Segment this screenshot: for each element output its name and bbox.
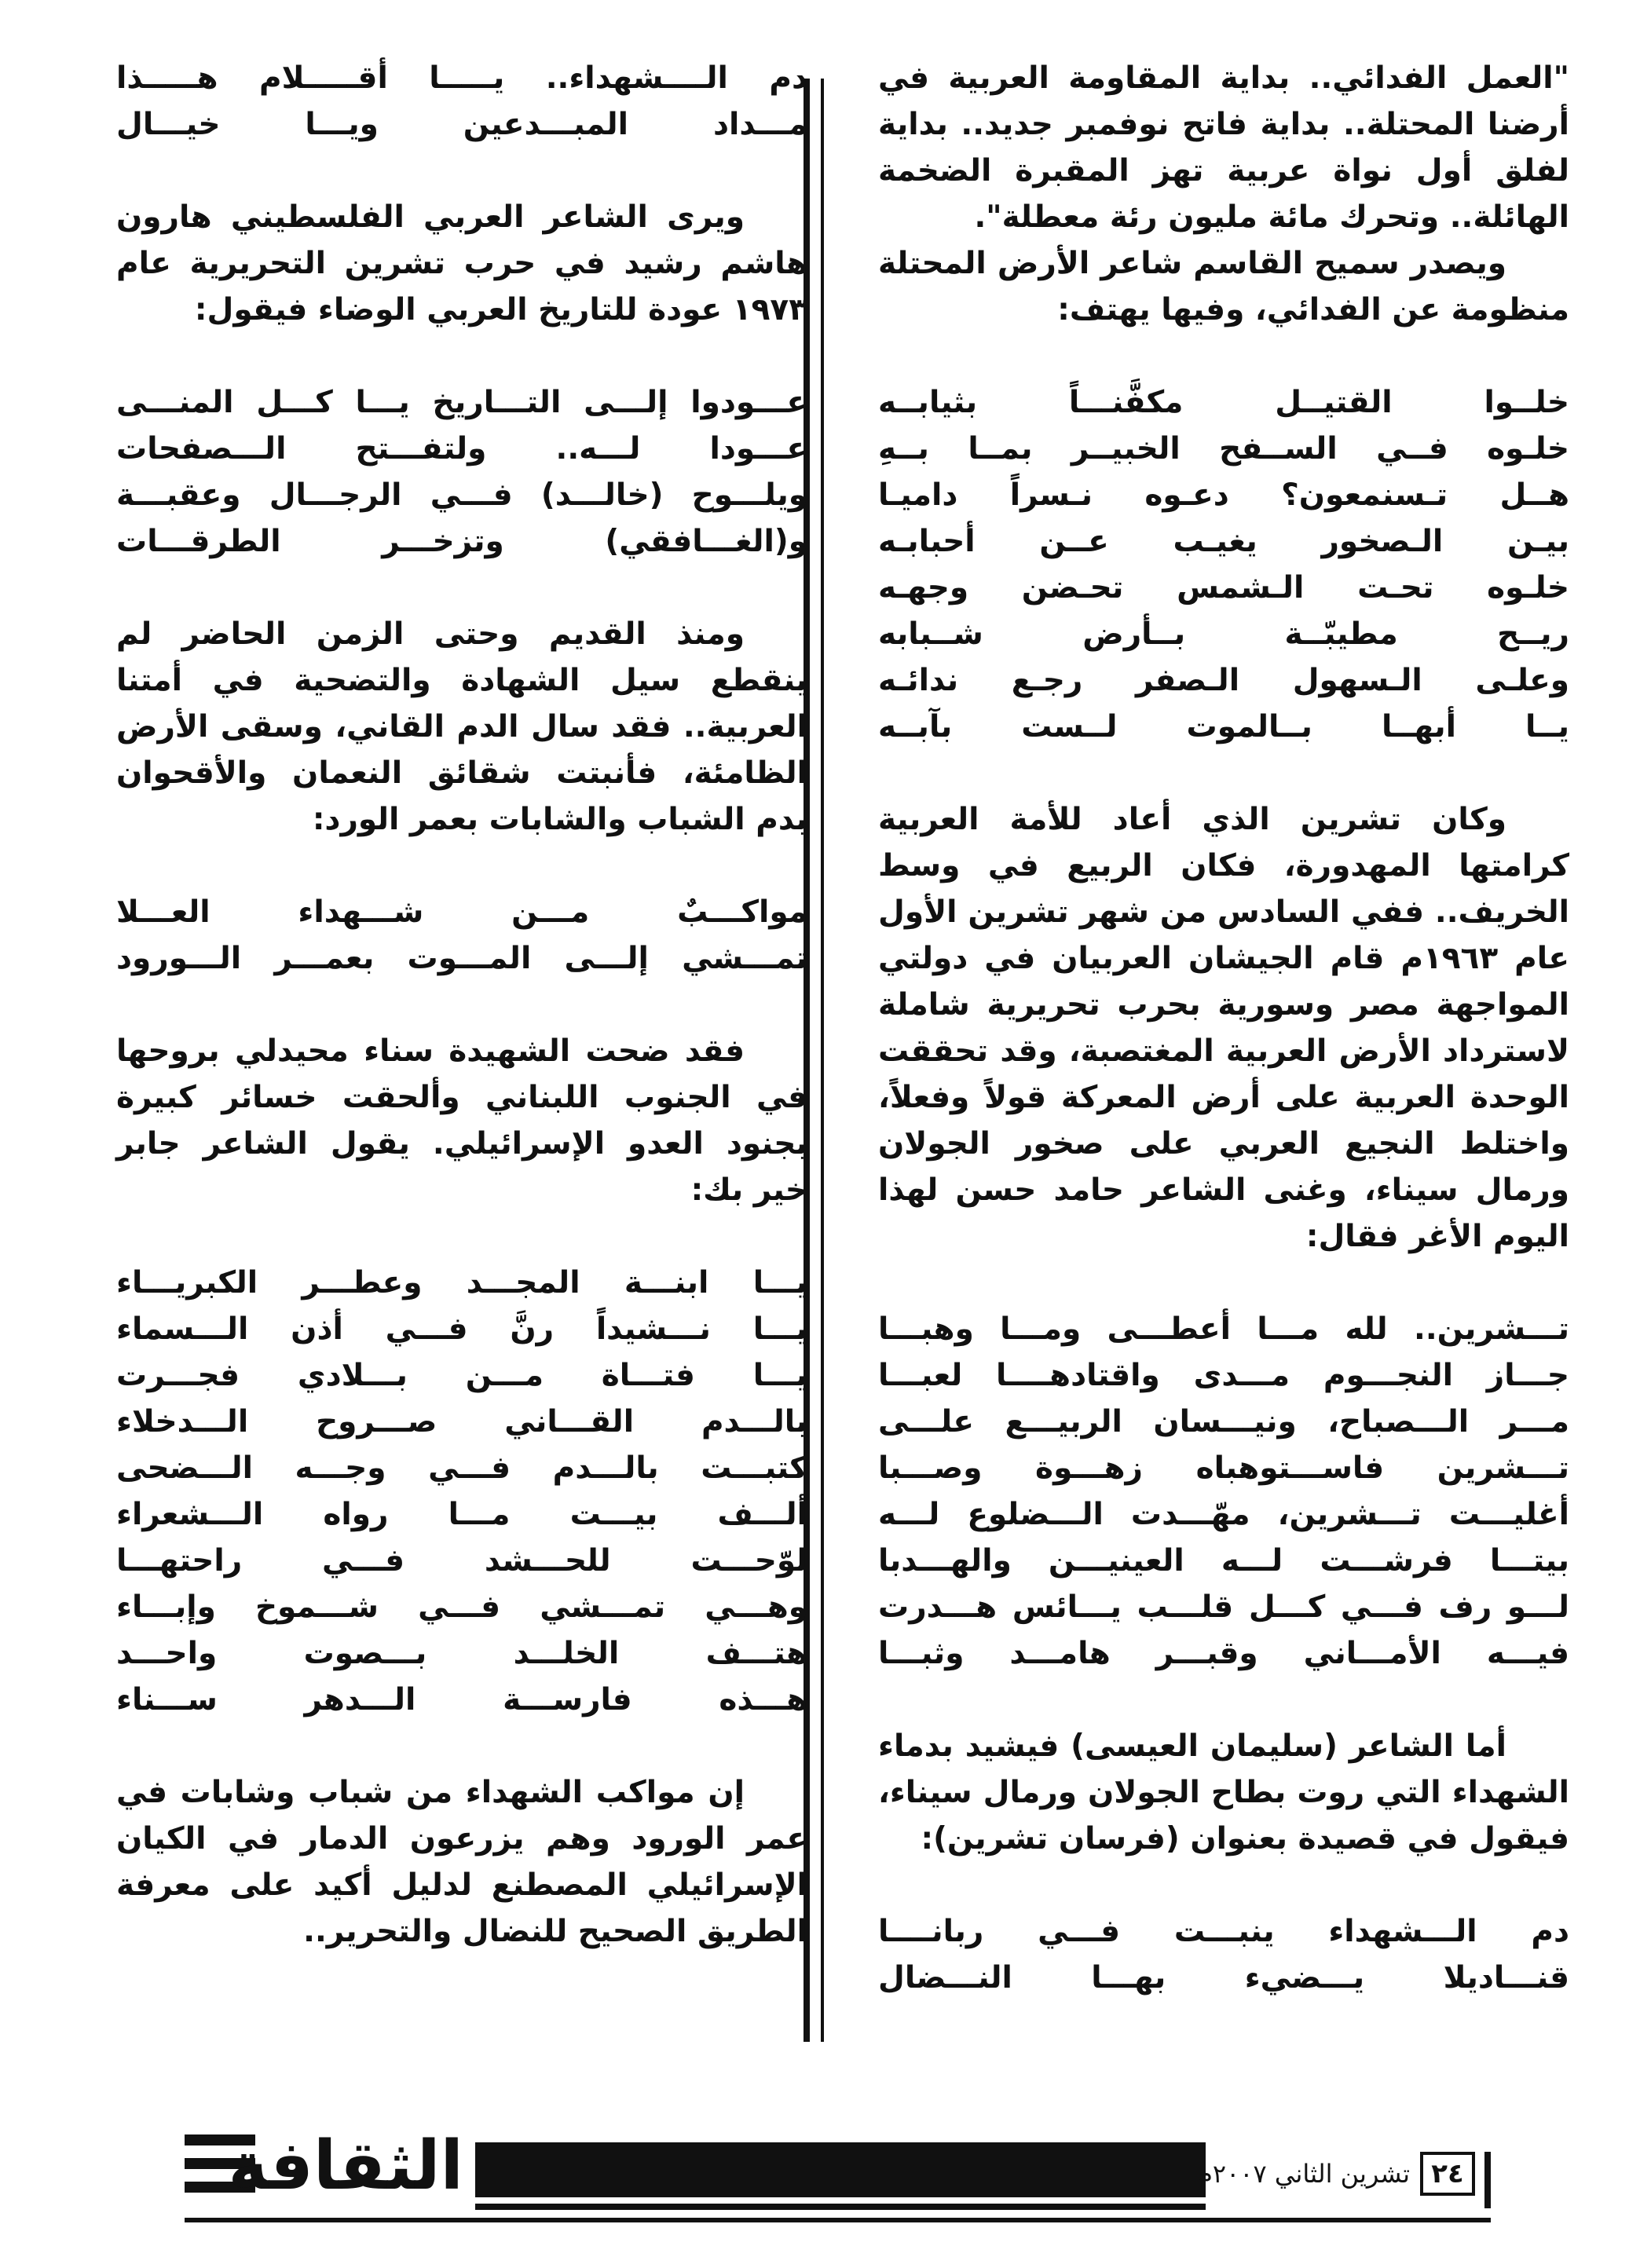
poem-line: ألـــف بيـــت مـــا رواه الـــشعراء bbox=[116, 1497, 807, 1532]
article-column-left bbox=[116, 55, 807, 2001]
footer-rule bbox=[475, 2204, 1206, 2210]
poem-line: قنـــاديلا يـــضيء بهـــا النـــضال bbox=[878, 1960, 1569, 1995]
footer-bar bbox=[475, 2142, 1206, 2197]
poem-hamed-hassan bbox=[878, 1306, 1569, 1677]
poem-line: مـــداد المبـــدعين ويـــا خيـــال bbox=[116, 107, 807, 142]
paragraph: وكان تشرين الذي أعاد للأمة العربية كرامتها المهدورة، فكان الربيع في وسط الخريف.. ففي السادس من شهر تشرين الأول عام ١٩٦٣م قام الجيشان العربيان في دولتي المواجهة مصر وسورية بحرب تحريرية شاملة لاسترداد الأرض العربية المغتصبة، وقد تحققت الوحدة العربية على أرض المعركة قولاً وفعلاً، واختلط النجيع العربي على صخور الجولان ورمال سيناء، وغنى الشاعر حامد حسن لهذا اليوم الأغر فقال: bbox=[878, 802, 1569, 1254]
poem-haroun-rashid bbox=[116, 379, 807, 565]
poem-line: هـــذه فارســـة الـــدهر ســـناء bbox=[116, 1682, 807, 1717]
poem-line: لـــو رف فـــي كـــل قلـــب يـــائس هـــدرت bbox=[878, 1589, 1569, 1625]
poem-sulaiman-al-issa bbox=[878, 1908, 1569, 2001]
poem-line: وهـــي تمـــشي فـــي شـــموخ وإبـــاء bbox=[116, 1589, 807, 1625]
poem-line: يـــا فتـــاة مـــن بـــلادي فجـــرت bbox=[116, 1358, 807, 1393]
poem-line: لوّحـــت للحـــشد فـــي راحتهـــا bbox=[116, 1543, 807, 1578]
poem-line: أغليـــت تـــشرين، مهّـــدت الـــضلوع لـــه bbox=[878, 1497, 1569, 1532]
poem-line: يـــا ابنـــة المجـــد وعطـــر الكبريـــاء bbox=[116, 1265, 807, 1300]
poem-line: مواكـــبٌ مـــن شـــهداء العـــلا bbox=[116, 894, 807, 930]
page-footer bbox=[0, 2120, 1640, 2238]
article-column-right bbox=[878, 55, 1569, 2047]
paragraph: فقد ضحت الشهيدة سناء محيدلي بروحها في الجنوب اللبناني وألحقت خسائر كبيرة بجنود العدو الإسرائيلي. يقول الشاعر جابر خير بك: bbox=[116, 1033, 807, 1208]
issue-date: تشرين الثاني ٢٠٠٧م bbox=[1197, 2159, 1410, 2189]
poem-line: دم الــــشهداء.. يـــــا أقـــــلام هـــــذا bbox=[116, 60, 807, 96]
poem-line: مـــر الـــصباح، ونيـــسان الربيـــع علـــى bbox=[878, 1404, 1569, 1439]
poem-line: تـــشرين.. لله مـــا أعطـــى ومـــا وهبـــا bbox=[878, 1311, 1569, 1347]
poem-samih-al-qasim bbox=[878, 379, 1569, 750]
poem-line: تـــشرين فاســـتوهباه زهـــوة وصـــبا bbox=[878, 1450, 1569, 1486]
poem-line: وعلـى الـسهول الـصفر رجـع ندائـه bbox=[878, 663, 1569, 698]
poem-line: بيـن الـصخور يغيـب عــن أحبابـه bbox=[878, 524, 1569, 559]
poem-line: فيـــه الأمـــاني وقبـــر هامـــد وثبـــا bbox=[878, 1636, 1569, 1671]
martyrdom-paragraph bbox=[116, 611, 807, 843]
poem-line: عـــودا لـــه.. ولتفـــتح الـــصفحات bbox=[116, 431, 807, 466]
sulaiman-paragraph bbox=[878, 1723, 1569, 1862]
poem-processions bbox=[116, 889, 807, 982]
poem-line: هــل تـسنمعون؟ دعـوه نـسراً داميـا bbox=[878, 477, 1569, 513]
paragraph: أما الشاعر (سليمان العيسى) فيشيد بدماء الشهداء التي روت بطاح الجولان ورمال سيناء، فيقول في قصيدة بعنوان (فرسان تشرين): bbox=[878, 1728, 1569, 1856]
poem-continuation bbox=[116, 55, 807, 148]
poem-line: دم الـــشهداء ينبـــت فـــي ربانــــا bbox=[878, 1914, 1569, 1949]
footer-bottom-rule bbox=[185, 2218, 1491, 2222]
footer-rule-vertical bbox=[1484, 2152, 1491, 2208]
poem-line: خلــوا القتيــل مكفَّنـــاً بثيابــه bbox=[878, 385, 1569, 420]
haroun-paragraph bbox=[116, 194, 807, 333]
poem-line: ويلـــوح (خالـــد) فـــي الرجـــال وعقبـــة bbox=[116, 477, 807, 513]
poem-line: يـــا نـــشيداً رنَّ فـــي أذن الـــسماء bbox=[116, 1311, 807, 1347]
intro-paragraphs bbox=[878, 55, 1569, 333]
poem-line: يــا أبهــا بــالموت لــست بآبــه bbox=[878, 709, 1569, 744]
poem-line: خلـوه تحـت الـشمس تحـضن وجهـه bbox=[878, 570, 1569, 605]
poem-line: بيتـــا فرشـــت لـــه العينيـــن والهـــدبا bbox=[878, 1543, 1569, 1578]
poem-line: تمـــشي إلـــى المـــوت بعمـــر الـــورود bbox=[116, 941, 807, 976]
poem-jaber-khair-bek bbox=[116, 1260, 807, 1723]
paragraph: ويرى الشاعر العربي الفلسطيني هارون هاشم رشيد في حرب تشرين التحريرية عام ١٩٧٣ عودة للتاريخ العربي الوضاء فيقول: bbox=[116, 199, 807, 327]
poem-line: عـــودوا إلـــى التـــاريخ يـــا كـــل المنـــى bbox=[116, 385, 807, 420]
sanaa-paragraph bbox=[116, 1028, 807, 1213]
poem-line: هتـــف الخلـــد بـــصوت واحـــد bbox=[116, 1636, 807, 1671]
paragraph: ومنذ القديم وحتى الزمن الحاضر لم ينقطع سيل الشهادة والتضحية في أمتنا العربية.. فقد سال الدم القاني، وسقى الأرض الظامئة، فأنبتت شقائق النعمان والأقحوان بدم الشباب والشابات بعمر الورد: bbox=[116, 616, 807, 837]
closing-paragraph bbox=[116, 1769, 807, 1955]
column-divider bbox=[821, 79, 824, 2042]
poem-line: كتبـــت بالـــدم فـــي وجـــه الـــضحى bbox=[116, 1450, 807, 1486]
paragraph: إن مواكب الشهداء من شباب وشابات في عمر الورود وهم يزرعون الدمار في الكيان الإسرائيلي المصطنع لدليل أكيد على معرفة الطريق الصحيح للنضال والتحرير.. bbox=[116, 1775, 807, 1949]
poem-line: خلـوه فــي الســفح الخبيــر بمــا بــهِ bbox=[878, 431, 1569, 466]
poem-line: بالـــدم القـــاني صـــروح الـــدخلاء bbox=[116, 1404, 807, 1439]
page-number: ٢٤ bbox=[1420, 2152, 1475, 2196]
poem-line: و(الغـــافقي) وتزخـــر الطرقـــات bbox=[116, 524, 807, 559]
poem-line: جـــاز النجـــوم مـــدى واقتادهــــا لعبـــا bbox=[878, 1358, 1569, 1393]
paragraph: ويصدر سميح القاسم شاعر الأرض المحتلة منظومة عن الفدائي، وفيها يهتف: bbox=[878, 246, 1569, 327]
poem-line: ريــح مطيبّــة بــأرض شــبابه bbox=[878, 616, 1569, 652]
tishreen-paragraph bbox=[878, 796, 1569, 1260]
quote-paragraph: "العمل الفدائي.. بداية المقاومة العربية في أرضنا المحتلة.. بداية فاتح نوفمبر جديد.. بداية لفلق أول نواة عربية تهز المقبرة الضخمة الهائلة.. وتحرك مائة مليون رئة معطلة". bbox=[878, 60, 1569, 235]
magazine-logo: الثقافة bbox=[228, 2127, 463, 2205]
